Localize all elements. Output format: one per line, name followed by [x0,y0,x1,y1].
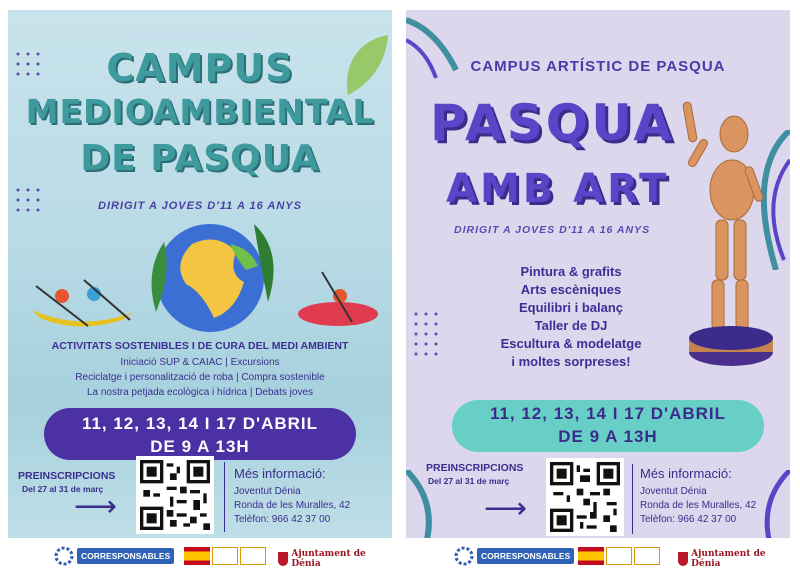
title-line-1: PASQUA [430,94,676,152]
dates-line-1: 11, 12, 13, 14 I 17 D'ABRIL [81,414,319,433]
more-info-title: Més informació: [234,466,326,481]
globe-icon [152,224,274,332]
title-line-2: AMB ART [446,166,670,212]
activity-line: Arts escèniques [520,282,622,297]
paddleboard-icon [298,272,378,326]
poster-campus-medioambiental [8,10,392,574]
title-line-3: DE PASQUA [80,138,320,179]
spanish-gov-logo [184,547,266,565]
preinscriptions-dates: Del 27 al 31 de març [22,484,104,494]
logo-bar [8,538,392,574]
dates-line-1: 11, 12, 13, 14 I 17 D'ABRIL [489,404,727,423]
corresponsables-logo [54,546,174,566]
activities-title: ACTIVITATS SOSTENIBLES I DE CURA DEL MEDI AMBIENT [51,340,349,352]
subtitle: DIRIGIT A JOVES D'11 A 16 ANYS [454,224,651,236]
corresponsables-logo [454,546,574,566]
activity-line: La nostra petjada ecològica i hídrica | Debats joves [86,387,314,398]
more-info-line: Telèfon: 966 42 37 00 [234,514,331,525]
ajuntament-logo [278,549,392,569]
more-info-title: Més informació: [640,466,732,481]
illustration [22,222,382,338]
preinscriptions-title: PREINSCRIPCIONS [18,470,116,482]
arrow-right-icon: ⟶ [484,492,528,525]
ajuntament-logo [678,549,790,569]
ajuntament-label: Ajuntament de Dénia [291,549,366,569]
activity-line: Equilibri i balanç [518,300,624,315]
activity-line: Pintura & grafits [520,264,622,279]
activity-line: Escultura & modelatge [500,336,642,351]
title-line-1: CAMPUS [106,46,294,90]
wooden-mannequin-icon [676,94,776,384]
top-title: CAMPUS ARTÍSTIC DE PASQUA [470,58,726,75]
ajuntament-shield-icon [278,552,288,566]
more-info-line: Joventut Dénia [640,486,707,497]
activity-line: Taller de DJ [534,318,608,333]
corresponsables-label: CORRESPONSABLES [77,548,174,564]
decorative-dots [412,310,442,420]
divider [632,464,633,534]
more-info-line: Ronda de les Muralles, 42 [640,500,757,511]
dates-line-2: DE 9 A 13H [150,437,250,456]
more-info-line: Telèfon: 966 42 37 00 [640,514,737,525]
title-line-2: MEDIOAMBIENTAL [25,92,375,131]
activity-line: Iniciació SUP & CAIAC | Excursions [120,357,280,368]
ajuntament-label: Ajuntament de Dénia [691,549,766,569]
poster-pasqua-amb-art [406,10,790,574]
more-info-line: Joventut Dénia [234,486,301,497]
divider [224,462,225,532]
corresponsables-star-icon [54,546,74,566]
ajuntament-shield-icon [678,552,688,566]
subtitle: DIRIGIT A JOVES D'11 A 16 ANYS [98,200,302,212]
preinscriptions-title: PREINSCRIPCIONS [426,462,524,474]
logo-bar [406,538,790,574]
activity-line: i moltes sorpreses! [511,354,631,369]
arrow-right-icon: ⟶ [74,490,118,523]
corresponsables-star-icon [454,546,474,566]
dates-line-2: DE 9 A 13H [558,427,658,446]
qr-code-icon[interactable] [546,458,624,536]
preinscriptions-dates: Del 27 al 31 de març [428,476,510,486]
activity-line: Reciclatge i personalització de roba | Compra sostenible [75,372,325,383]
spanish-gov-logo [578,547,660,565]
kayak-icon [32,280,134,327]
qr-code-icon[interactable] [136,456,214,534]
corresponsables-label: CORRESPONSABLES [477,548,574,564]
more-info-line: Ronda de les Muralles, 42 [234,500,351,511]
